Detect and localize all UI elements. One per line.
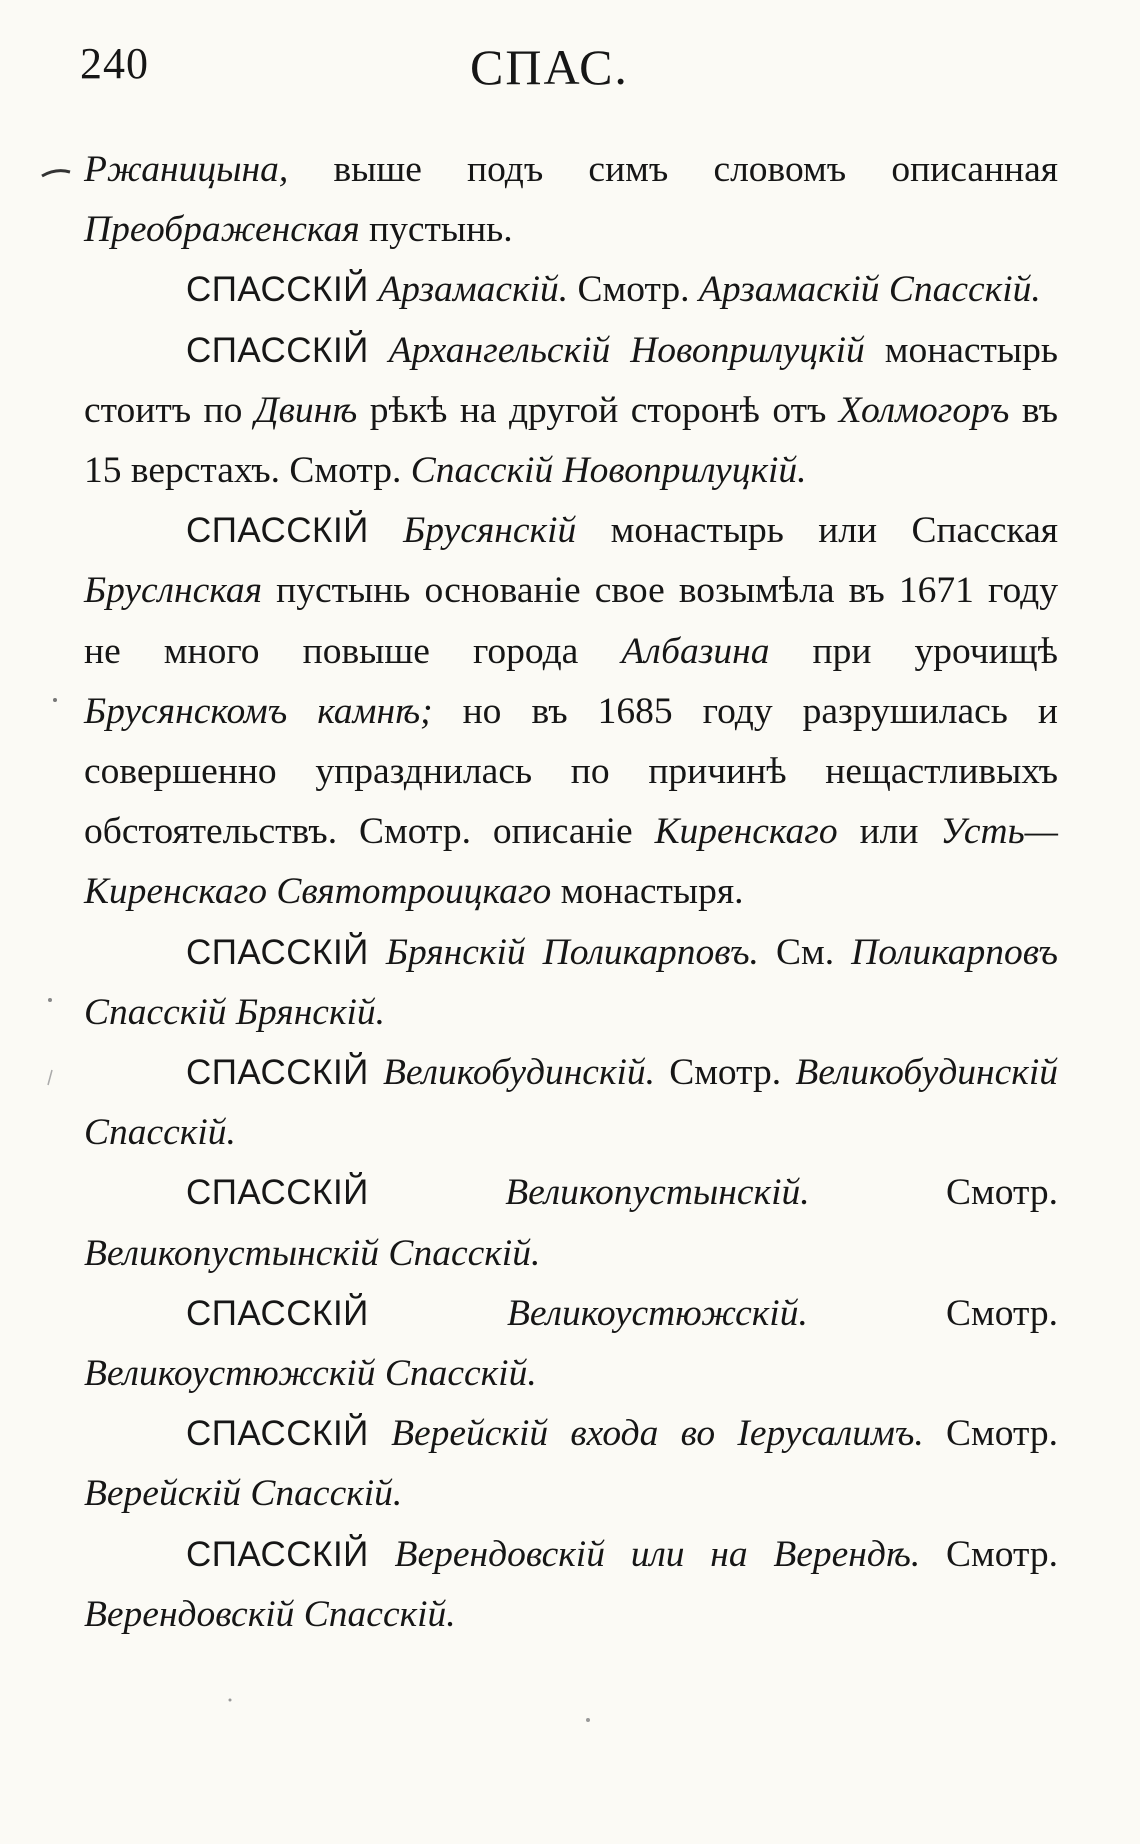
italic-text: Великоустюжскій Спасскій. [84,1353,537,1395]
paper-speck [586,1718,590,1722]
entry-text: Смотр. [809,1172,1058,1214]
italic-text: Великоустюжскій. [368,1292,808,1334]
running-title: СПАС. [470,39,629,95]
entry-text: Смотр. [920,1533,1058,1575]
dictionary-entries [84,140,1058,1645]
entry-headword: СПАССКІЙ [186,1293,369,1333]
paper-scratch [48,1070,52,1085]
entry-headword: СПАССКІЙ [186,932,369,972]
ink-mark-stroke [42,171,70,176]
italic-text: Арзамаскій Спасскій. [698,269,1041,311]
entry-text: Смотр. [568,269,699,311]
entry-headword: СПАССКІЙ [186,1534,369,1574]
italic-text: Преображенская [84,209,360,251]
italic-text: Брянскій Поликарповъ. [368,931,759,973]
italic-text: Брусянскій [368,510,577,552]
entry-text: рѣкѣ на другой сторонѣ отъ [357,389,839,431]
entry-headword: СПАССКІЙ [186,270,369,310]
italic-text: Архангельскій Новоприлуцкій [368,329,865,371]
italic-text: Великобудинскій Спасскій. [84,1052,1058,1154]
dictionary-entry [84,501,1058,922]
paper-speck [229,1699,232,1702]
entry-text: Смотр. [807,1292,1058,1334]
entry-headword: СПАССКІЙ [186,330,369,370]
dictionary-entry [84,321,1058,502]
italic-text: Албазина [621,630,770,672]
entry-text: монастыря. [551,871,744,913]
dictionary-entry [84,1525,1058,1645]
paper-speck [48,998,52,1002]
entry-headword: СПАССКІЙ [186,1053,369,1093]
dictionary-entry [84,1043,1058,1163]
italic-text: Верейскій Спасскій. [84,1473,403,1515]
italic-text: Киренскаго [654,811,838,853]
italic-text: Бруслнская [84,570,263,612]
italic-text: Великопустынскій. [368,1172,810,1214]
italic-text: Двинѣ [254,389,358,431]
italic-text: Спасскій Новоприлуцкій. [410,450,807,492]
italic-text: Ржаницына, [84,149,289,190]
entry-text: или [837,811,941,853]
entry-text: Смотр. [923,1413,1058,1455]
dictionary-entry [84,923,1058,1043]
italic-text: Брусянскомъ камнѣ; [84,690,433,732]
italic-text: Усть—Киренскаго Святотроицкаго [84,811,1058,913]
entry-headword: СПАССКІЙ [186,1173,369,1213]
italic-text: Поликарповъ Спасскій Брянскій. [84,931,1058,1033]
italic-text: Великобудинскій. [368,1052,656,1094]
dictionary-entry [84,140,1058,260]
dictionary-entry [84,1163,1058,1283]
entry-headword: СПАССКІЙ [186,511,369,551]
entry-text: пустынь основаніе свое возымѣла въ 1671 году не много повыше города [84,570,1058,672]
entry-text: монастырь стоитъ по [84,329,1058,431]
italic-text: Холмогоръ [838,389,1010,431]
entry-text: См. [758,931,852,973]
italic-text: Верендовскій или на Верендѣ. [368,1533,921,1575]
dictionary-entry [84,260,1058,320]
entry-text: но въ 1685 году разрушилась и совершенно упразднилась по причинѣ нещастливыхъ обстоятельствъ. Смотр. описаніе [84,690,1058,853]
entry-text: выше подъ симъ словомъ описанная [288,149,1058,190]
paper-speck [53,698,57,702]
italic-text: Верендовскій Спасскій. [84,1593,456,1635]
page-number: 240 [80,39,149,88]
page-header [80,38,1080,108]
entry-text: Смотр. [655,1052,796,1094]
entry-text: пустынь. [359,209,513,251]
entry-text: монастырь или Спасская [576,510,1058,552]
dictionary-entry [84,1284,1058,1404]
dictionary-entry [84,1404,1058,1524]
italic-text: Арзамаскій. [368,269,569,311]
entry-headword: СПАССКІЙ [186,1414,369,1454]
entry-text: при урочищѣ [769,630,1058,672]
italic-text: Верейскій входа во Іерусалимъ. [368,1413,924,1455]
italic-text: Великопустынскій Спасскій. [84,1232,541,1274]
entry-text: въ 15 верстахъ. Смотр. [84,389,1058,492]
